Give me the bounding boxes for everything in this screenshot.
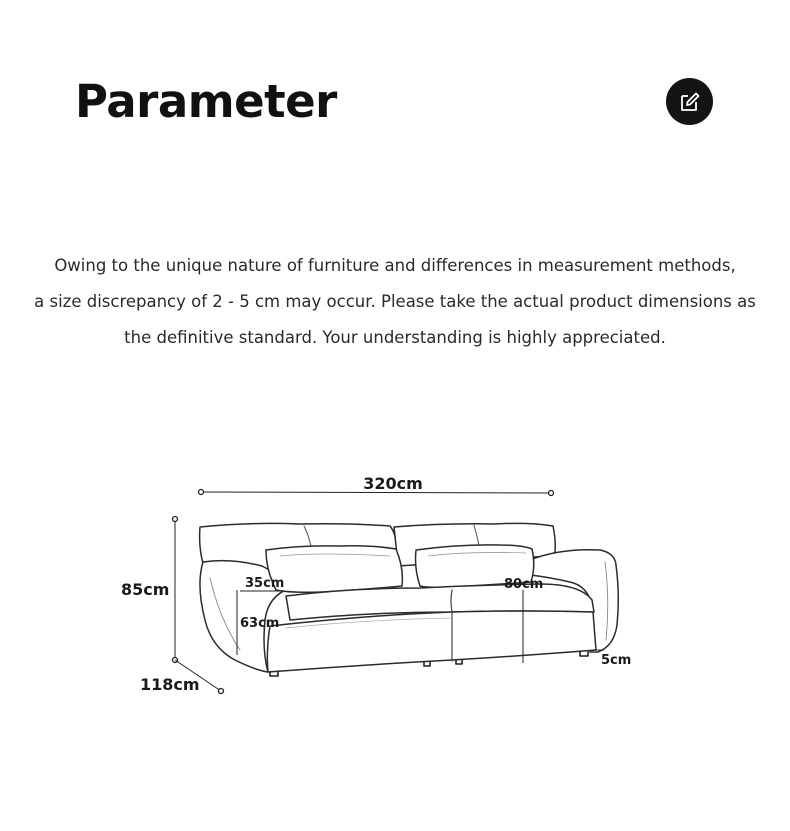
dimension-endpoint: [549, 491, 554, 496]
page-title: Parameter: [75, 75, 337, 128]
height-label: 85cm: [121, 580, 170, 599]
sofa-leg: [424, 662, 430, 666]
notice-line: a size discrepancy of 2 - 5 cm may occur. Please take the actual product dimensions as: [34, 292, 756, 311]
dimension-endpoint: [219, 689, 224, 694]
seat-depth-label: 80cm: [504, 577, 544, 592]
dimension-endpoint: [173, 517, 178, 522]
width-label: 320cm: [363, 474, 423, 493]
seat-height-label: 63cm: [240, 616, 280, 631]
armrest-height-label: 35cm: [245, 576, 285, 591]
leg-height-label: 5cm: [601, 653, 632, 668]
dimension-endpoint: [199, 490, 204, 495]
sofa-illustration: [200, 523, 619, 676]
sofa-base: [267, 611, 596, 672]
sofa-leg: [456, 660, 462, 664]
pillow-left: [266, 546, 402, 592]
sofa-leg: [580, 652, 588, 656]
notice-line: Owing to the unique nature of furniture and differences in measurement methods,: [54, 256, 736, 275]
depth-label: 118cm: [140, 675, 200, 694]
notice-line: the definitive standard. Your understanding is highly appreciated.: [124, 328, 666, 347]
